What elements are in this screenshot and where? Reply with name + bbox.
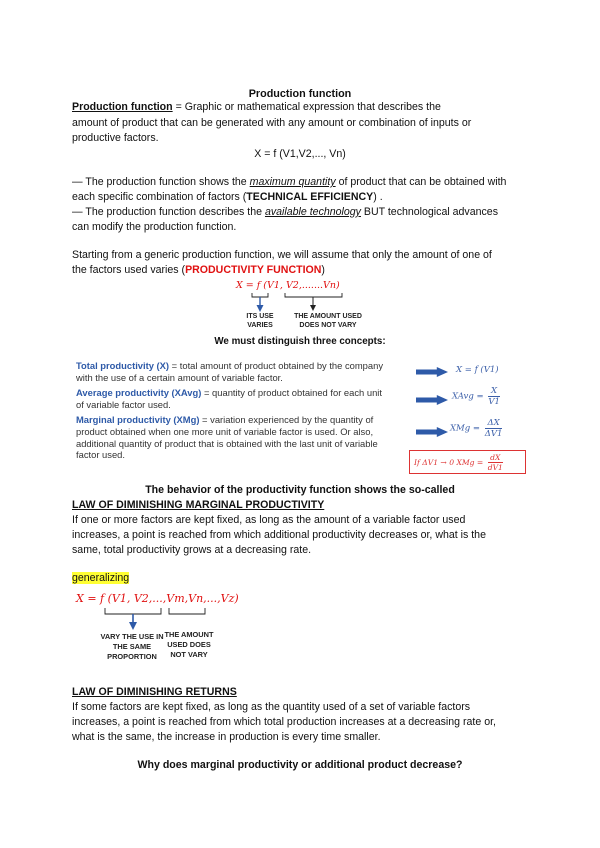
definition (72, 100, 441, 115)
average-productivity-text1: = quantity of product obtained for each unit (201, 387, 382, 399)
diagram2-label-right: THE AMOUNT USED DOES NOT VARY (164, 630, 214, 659)
formula-marginal-num: ΔX (485, 418, 503, 429)
starting-line1: Starting from a generic production function, we will assume that only the amount of one of (72, 249, 492, 261)
bullet-1-line2-pre: each specific combination of factors ( (72, 191, 247, 203)
bullet-1 (72, 175, 506, 190)
bullet-2-pre: — The production function describes the (72, 206, 265, 218)
diagram2-formula: X = f (V1, V2,...,Vm,Vn,...,Vz) (76, 592, 239, 605)
formula-marginal-lhs: XMg = (450, 423, 481, 434)
concepts-text (76, 360, 411, 461)
formula-total: X = f (V1) (456, 365, 499, 375)
law1-title: LAW OF DIMINISHING MARGINAL PRODUCTIVITY (72, 499, 325, 511)
final-question: Why does marginal productivity or additional product decrease? (137, 759, 463, 771)
definition-term: Production function (72, 101, 173, 113)
law1-line2: increases, a point is reached from which additional productivity decreases or, what is the (72, 529, 486, 541)
bullet-2-emphasis: available technology (264, 206, 361, 218)
average-productivity-term: Average productivity (XAvg) (76, 387, 202, 399)
starting-line2-pre: the factors used varies ( (72, 264, 186, 276)
marginal-productivity-line3: additional quantity of product that is obtained with the last unit of variable (76, 437, 378, 449)
diagram1-braces (250, 291, 360, 313)
law2-line2: increases, a point is reached from which total production increases at a decreasing rate or, (72, 716, 496, 728)
diagram1-formula: X = f (V1, V2,.......Vn) (236, 280, 340, 291)
bullet-2-line2: can modify the production function. (72, 221, 237, 233)
bullet-1-line2 (72, 190, 383, 205)
technical-efficiency: TECHNICAL EFFICIENCY (246, 191, 374, 203)
bullet-2-post: BUT technological advances (360, 206, 498, 218)
diagram1-label-right: THE AMOUNT USED DOES NOT VARY (294, 313, 362, 329)
total-productivity-line2: with the use of a certain amount of variable factor. (76, 371, 283, 383)
law1-line1: If one or more factors are kept fixed, as long as the amount of a variable factor used (72, 514, 466, 526)
diagram1-label-left: ITS USE VARIES (246, 313, 274, 329)
limit-formula-box (409, 450, 526, 474)
arrow-right-icon (416, 395, 448, 405)
formula-average-lhs: XAvg = (452, 391, 484, 402)
total-productivity-term: Total productivity (X) (76, 360, 170, 371)
formula-limit-num: dX (488, 453, 503, 463)
behavior-line: The behavior of the productivity function shows the so-called (145, 484, 455, 496)
bullet-1-pre: — The production function shows the (72, 176, 250, 188)
marginal-productivity-term: Marginal productivity (XMg) (76, 414, 200, 426)
arrow-right-icon (416, 427, 448, 437)
formula-average (452, 386, 500, 407)
formula-average-num: X (488, 386, 500, 397)
definition-line2: amount of product that can be generated with any amount or combination of inputs or (72, 117, 472, 129)
average-productivity-line2: of variable factor used. (76, 398, 171, 410)
bullet-1-post: of product that can be obtained with (335, 176, 507, 188)
bullet-1-emphasis: maximum quantity (249, 176, 336, 188)
diagram2-label-left: VARY THE USE IN THE SAME PROPORTION (100, 632, 164, 661)
generalizing-label (72, 571, 129, 586)
marginal-productivity-line2: product obtained when one more unit of variable factor is used. Or also, (76, 425, 374, 437)
law2-title: LAW OF DIMINISHING RETURNS (72, 686, 237, 698)
concepts-heading: We must distinguish three concepts: (214, 336, 386, 347)
total-productivity-text1: = total amount of product obtained by the company (169, 360, 384, 371)
definition-line3: productive factors. (72, 132, 159, 144)
formula-average-den: V1 (488, 397, 500, 407)
marginal-productivity-line4: factor used. (76, 449, 125, 461)
formula-limit (414, 453, 503, 472)
law2-line3: what is the same, the increase in production is every time smaller. (72, 731, 381, 743)
total-productivity-line1 (76, 360, 411, 372)
bullet-1-line2-post: ) . (373, 191, 383, 203)
starting-line2 (72, 263, 325, 278)
definition-text: = Graphic or mathematical expression that describes the (172, 101, 441, 113)
productivity-function-label: PRODUCTIVITY FUNCTION (185, 264, 322, 276)
formula-marginal (450, 418, 502, 439)
generalizing-highlight: generalizing (72, 572, 130, 584)
marginal-productivity-text1: = variation experienced by the quantity of (199, 414, 374, 426)
main-formula: X = f (V1,V2,..., Vn) (254, 148, 346, 160)
formula-marginal-den: ΔV1 (484, 429, 503, 439)
bullet-2 (72, 205, 498, 220)
law1-line3: same, total productivity grows at a decreasing rate. (72, 544, 312, 556)
arrow-right-icon (416, 367, 448, 377)
formula-limit-den: dV1 (487, 463, 503, 472)
diagram2-braces (103, 606, 213, 632)
law2-line1: If some factors are kept fixed, as long as the quantity used of a set of variable factors (72, 701, 471, 713)
page-title: Production function (248, 88, 352, 100)
starting-line2-post: ) (321, 264, 325, 276)
average-productivity-line1 (76, 387, 411, 399)
marginal-productivity-line1 (76, 414, 411, 426)
formula-limit-lhs: If ΔV1 → 0 XMg = (414, 458, 484, 467)
